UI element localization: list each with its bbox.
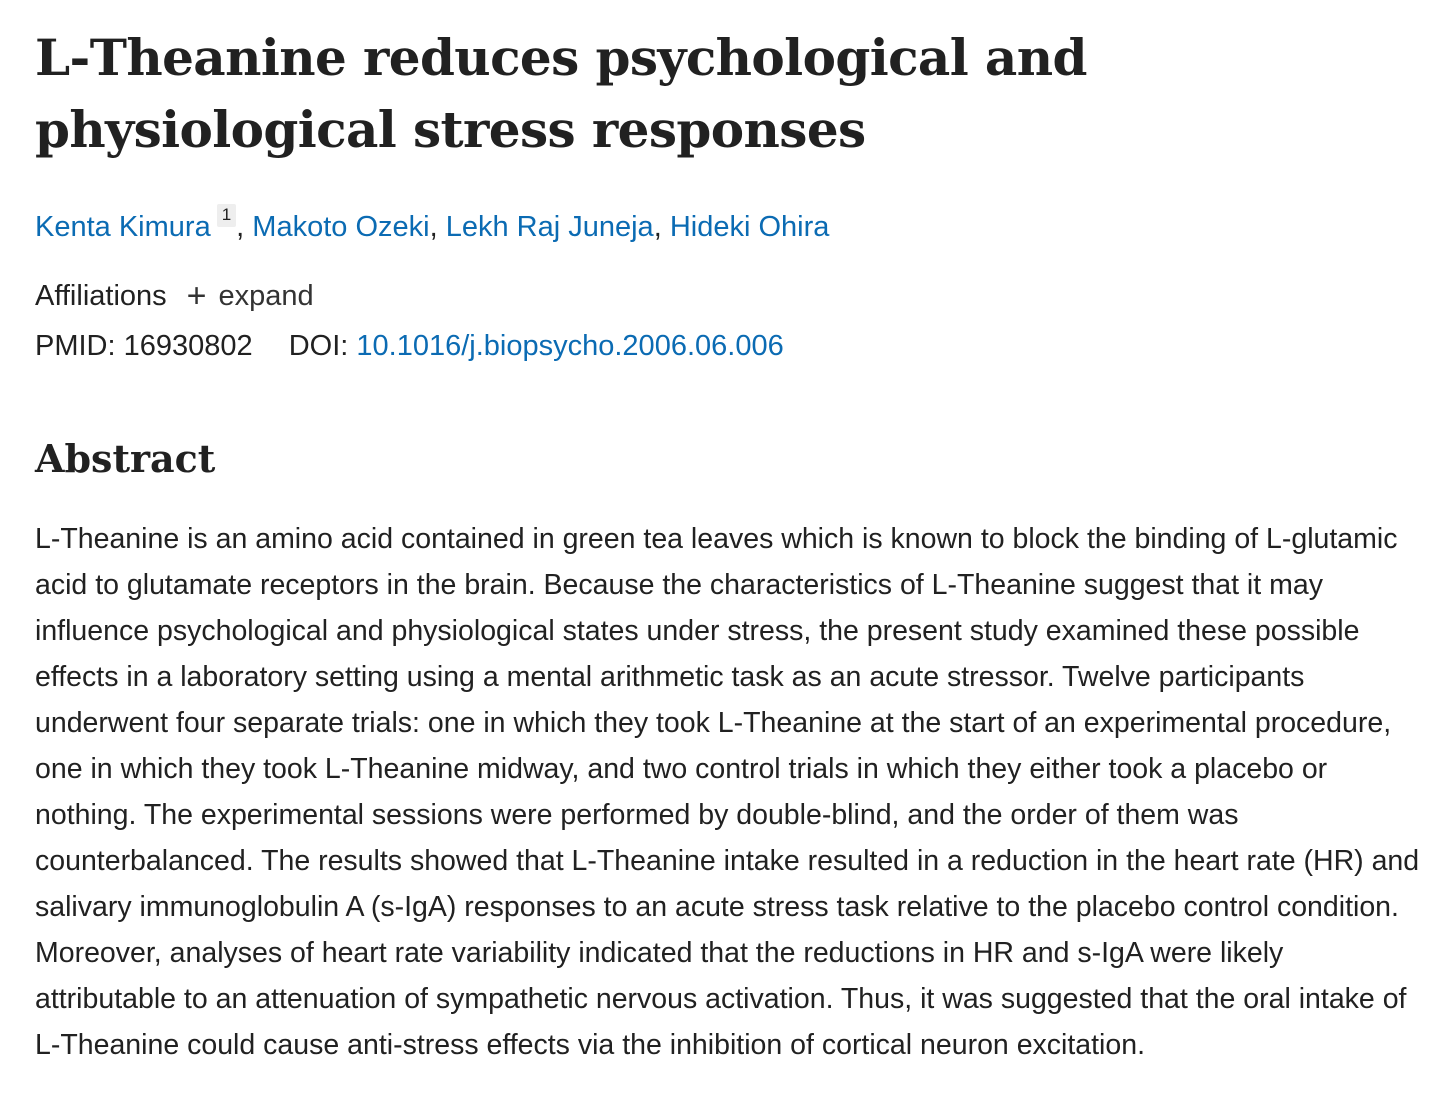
author-list (35, 204, 1425, 247)
identifiers (35, 326, 1425, 366)
author-link-ohira[interactable]: Hideki Ohira (669, 211, 830, 243)
doi-label: DOI: (288, 330, 349, 362)
expand-affiliations-button[interactable] (187, 276, 314, 316)
doi-link[interactable]: 10.1016/j.biopsycho.2006.06.006 (356, 330, 784, 362)
author-separator: , (653, 211, 670, 243)
affiliations-row (35, 276, 1425, 316)
author-link-kimura[interactable]: Kenta Kimura (35, 211, 211, 243)
affiliations-label: Affiliations (35, 280, 167, 312)
pmid: PMID: 16930802 (35, 330, 253, 362)
article (35, 0, 1425, 1096)
expand-label: expand (218, 280, 314, 312)
author-link-juneja[interactable]: Lekh Raj Juneja (445, 211, 654, 243)
author-separator: , (236, 211, 253, 243)
article-title: L‑Theanine reduces psychological and physiological stress responses (35, 28, 1087, 159)
abstract-text: L-Theanine is an amino acid contained in green tea leaves which is known to block the binding of L-glutamic acid to glutamate receptors in the brain. Because the characteristics of L-Theanine suggest that it may influence psychological and physiological states under stress, the present study examined these possible effects in a laboratory setting using a mental arithmetic task as an acute stressor. Twelve participants underwent four separate trials: one in which they took L-Theanine at the start of an experimental procedure, one in which they took L-Theanine midway, and two control trials in which they either took a placebo or nothing. The experimental sessions were performed by double-blind, and the order of them was counterbalanced. The results showed that L-Theanine intake resulted in a reduction in the heart rate (HR) and salivary immunoglobulin A (s-IgA) responses to an acute stress task relative to the placebo control condition. Moreover, analyses of heart rate variability indicated that the reductions in HR and s-IgA were likely attributable to an attenuation of sympathetic nervous activation. Thus, it was suggested that the oral intake of L-Theanine could cause anti-stress effects via the inhibition of cortical neuron excitation. (35, 522, 1420, 1061)
author-link-ozeki[interactable]: Makoto Ozeki (252, 211, 430, 243)
plus-icon: + (186, 277, 207, 315)
abstract-heading: Abstract (35, 436, 216, 481)
affiliation-marker[interactable]: 1 (217, 204, 236, 227)
author-separator: , (429, 211, 446, 243)
